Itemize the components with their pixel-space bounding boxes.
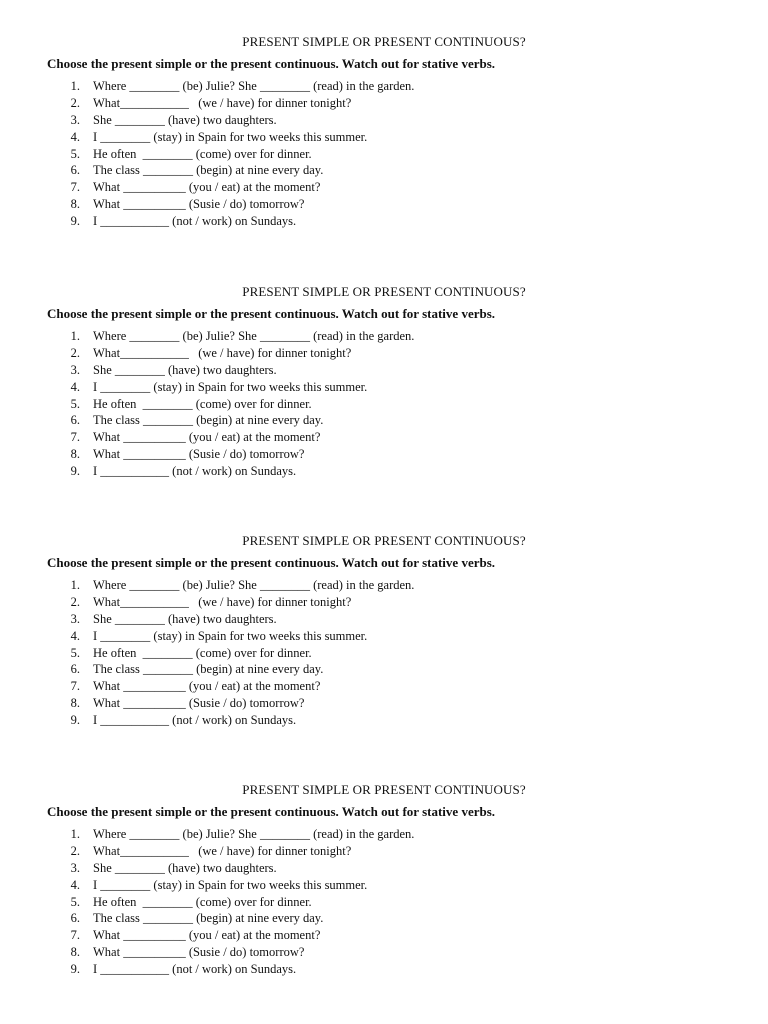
exercise-item (0, 877, 768, 894)
item-text: Where ________ (be) Julie? She ________ (read) in the garden. (93, 329, 415, 343)
item-text: I ________ (stay) in Spain for two weeks this summer. (93, 628, 368, 643)
item-number: 8. (70, 696, 80, 711)
exercise-item (0, 826, 768, 843)
worksheet-title: PRESENT SIMPLE OR PRESENT CONTINUOUS? (242, 533, 526, 548)
item-number: 6. (70, 163, 80, 178)
exercise-item (0, 95, 768, 112)
item-number: 5. (70, 396, 80, 411)
exercise-item (0, 961, 768, 978)
item-number: 6. (70, 413, 80, 428)
item-text: What___________ (we / have) for dinner tonight? (93, 345, 352, 360)
exercise-item (0, 910, 768, 927)
item-text: She ________ (have) two daughters. (93, 112, 277, 127)
item-text: He often ________ (come) over for dinner. (93, 396, 312, 411)
item-number: 3. (70, 611, 80, 626)
worksheet-4 (0, 782, 768, 982)
item-number: 9. (70, 962, 80, 977)
exercise-item (0, 628, 768, 645)
exercise-item (0, 179, 768, 196)
item-text: The class ________ (begin) at nine every day. (93, 662, 324, 677)
exercise-item (0, 362, 768, 379)
item-number: 3. (70, 860, 80, 875)
item-text: What __________ (you / eat) at the moment? (93, 928, 321, 943)
item-text: I ___________ (not / work) on Sundays. (93, 464, 297, 479)
exercise-item (0, 645, 768, 662)
exercise-item (0, 944, 768, 961)
item-text: What___________ (we / have) for dinner tonight? (93, 594, 352, 609)
exercise-item (0, 396, 768, 413)
exercise-list (0, 328, 768, 480)
exercise-item (0, 379, 768, 396)
item-text: She ________ (have) two daughters. (93, 860, 277, 875)
exercise-item (0, 213, 768, 230)
exercise-item (0, 162, 768, 179)
exercise-item (0, 328, 768, 345)
worksheet-title: PRESENT SIMPLE OR PRESENT CONTINUOUS? (242, 284, 526, 299)
item-number: 6. (70, 662, 80, 677)
item-number: 7. (70, 679, 80, 694)
item-text: He often ________ (come) over for dinner. (93, 645, 312, 660)
item-number: 7. (70, 430, 80, 445)
item-number: 7. (70, 180, 80, 195)
item-text: What __________ (Susie / do) tomorrow? (93, 696, 305, 711)
exercise-item (0, 412, 768, 429)
item-number: 2. (70, 345, 80, 360)
item-text: What __________ (you / eat) at the moment? (93, 679, 321, 694)
item-text: The class ________ (begin) at nine every day. (93, 911, 324, 926)
exercise-item (0, 446, 768, 463)
exercise-list (0, 577, 768, 729)
exercise-item (0, 577, 768, 594)
worksheet-2 (0, 284, 768, 484)
worksheet-instructions: Choose the present simple or the present continuous. Watch out for stative verbs. (47, 306, 496, 321)
item-number: 5. (70, 645, 80, 660)
item-text: I ________ (stay) in Spain for two weeks this summer. (93, 877, 368, 892)
item-number: 1. (70, 329, 80, 343)
item-text: Where ________ (be) Julie? She ________ (read) in the garden. (93, 578, 415, 592)
exercise-item (0, 463, 768, 480)
item-text: What __________ (you / eat) at the moment? (93, 430, 321, 445)
item-text: I ________ (stay) in Spain for two weeks this summer. (93, 129, 368, 144)
item-text: I ________ (stay) in Spain for two weeks this summer. (93, 379, 368, 394)
item-text: What __________ (you / eat) at the moment? (93, 180, 321, 195)
item-number: 1. (70, 827, 80, 841)
item-number: 5. (70, 894, 80, 909)
exercise-item (0, 129, 768, 146)
item-text: He often ________ (come) over for dinner. (93, 894, 312, 909)
item-number: 4. (70, 129, 80, 144)
item-text: I ___________ (not / work) on Sundays. (93, 962, 297, 977)
item-text: The class ________ (begin) at nine every day. (93, 413, 324, 428)
item-number: 4. (70, 877, 80, 892)
exercise-item (0, 661, 768, 678)
item-number: 7. (70, 928, 80, 943)
item-number: 2. (70, 95, 80, 110)
exercise-item (0, 78, 768, 95)
item-number: 2. (70, 843, 80, 858)
item-number: 4. (70, 628, 80, 643)
item-number: 8. (70, 447, 80, 462)
item-number: 9. (70, 713, 80, 728)
item-number: 6. (70, 911, 80, 926)
item-number: 9. (70, 464, 80, 479)
item-text: He often ________ (come) over for dinner. (93, 146, 312, 161)
worksheet-instructions: Choose the present simple or the present continuous. Watch out for stative verbs. (47, 555, 496, 570)
item-number: 3. (70, 112, 80, 127)
exercise-item (0, 712, 768, 729)
worksheet-3 (0, 533, 768, 733)
item-number: 9. (70, 214, 80, 229)
item-text: What __________ (Susie / do) tomorrow? (93, 945, 305, 960)
exercise-item (0, 860, 768, 877)
item-number: 1. (70, 578, 80, 592)
item-number: 4. (70, 379, 80, 394)
exercise-item (0, 843, 768, 860)
item-number: 8. (70, 945, 80, 960)
item-text: What___________ (we / have) for dinner tonight? (93, 843, 352, 858)
exercise-item (0, 927, 768, 944)
exercise-item (0, 695, 768, 712)
exercise-item (0, 611, 768, 628)
item-number: 2. (70, 594, 80, 609)
item-text: What __________ (Susie / do) tomorrow? (93, 447, 305, 462)
exercise-item (0, 678, 768, 695)
item-text: Where ________ (be) Julie? She ________ (read) in the garden. (93, 79, 415, 93)
item-number: 1. (70, 79, 80, 93)
item-text: What___________ (we / have) for dinner tonight? (93, 95, 352, 110)
worksheet-instructions: Choose the present simple or the present continuous. Watch out for stative verbs. (47, 804, 496, 819)
worksheet-title: PRESENT SIMPLE OR PRESENT CONTINUOUS? (242, 34, 526, 49)
item-text: What __________ (Susie / do) tomorrow? (93, 197, 305, 212)
item-text: I ___________ (not / work) on Sundays. (93, 214, 297, 229)
worksheet-instructions: Choose the present simple or the present continuous. Watch out for stative verbs. (47, 56, 496, 71)
item-text: She ________ (have) two daughters. (93, 362, 277, 377)
exercise-list (0, 826, 768, 978)
exercise-item (0, 429, 768, 446)
exercise-list (0, 78, 768, 230)
item-number: 3. (70, 362, 80, 377)
exercise-item (0, 894, 768, 911)
exercise-item (0, 594, 768, 611)
exercise-item (0, 345, 768, 362)
item-text: The class ________ (begin) at nine every day. (93, 163, 324, 178)
item-text: Where ________ (be) Julie? She ________ (read) in the garden. (93, 827, 415, 841)
item-text: I ___________ (not / work) on Sundays. (93, 713, 297, 728)
exercise-item (0, 146, 768, 163)
worksheet-1 (0, 34, 768, 234)
item-number: 8. (70, 197, 80, 212)
item-number: 5. (70, 146, 80, 161)
exercise-item (0, 196, 768, 213)
item-text: She ________ (have) two daughters. (93, 611, 277, 626)
exercise-item (0, 112, 768, 129)
worksheet-title: PRESENT SIMPLE OR PRESENT CONTINUOUS? (242, 782, 526, 797)
